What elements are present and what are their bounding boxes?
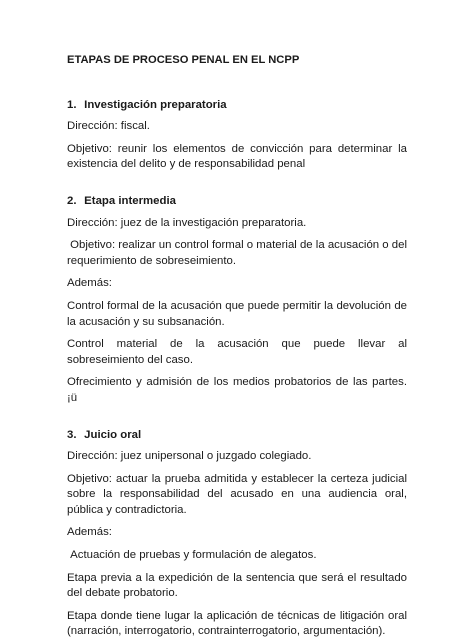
section-2-paragraph: Dirección: juez de la investigación preparatoria. (67, 216, 407, 232)
section-2-paragraph: Control material de la acusación que puede llevar al sobreseimiento del caso. (67, 337, 407, 368)
section-2-paragraph: Además: (67, 276, 407, 292)
section-3-paragraph: Etapa donde tiene lugar la aplicación de técnicas de litigación oral (narración, interrogatorio, contrainterrogatorio, argumentación). (67, 609, 407, 640)
section-1-number: 1. (67, 98, 81, 114)
section-2 (67, 194, 407, 407)
section-3-number: 3. (67, 428, 81, 444)
section-2-paragraph: Control formal de la acusación que puede permitir la devolución de la acusación y su subsanación. (67, 299, 407, 330)
section-3-paragraph: Actuación de pruebas y formulación de alegatos. (67, 548, 407, 564)
section-1 (67, 98, 407, 173)
section-1-heading (67, 98, 407, 114)
section-3-heading-text: Juicio oral (84, 429, 141, 441)
section-2-number: 2. (67, 194, 81, 210)
section-3-paragraph: Etapa previa a la expedición de la sentencia que será el resultado del debate probatorio. (67, 571, 407, 602)
section-1-heading-text: Investigación preparatoria (84, 99, 226, 111)
section-3-paragraph: Dirección: juez unipersonal o juzgado colegiado. (67, 449, 407, 465)
section-3 (67, 428, 407, 640)
section-2-heading (67, 194, 407, 210)
section-2-paragraph: Objetivo: realizar un control formal o material de la acusación o del requerimiento de sobreseimiento. (67, 238, 407, 269)
section-3-paragraph: Objetivo: actuar la prueba admitida y establecer la certeza judicial sobre la responsabilidad del acusado en una audiencia oral, pública y contradictoria. (67, 472, 407, 519)
section-1-paragraph: Dirección: fiscal. (67, 119, 407, 135)
section-2-heading-text: Etapa intermedia (84, 195, 176, 207)
section-3-heading (67, 428, 407, 444)
section-1-paragraph: Objetivo: reunir los elementos de convicción para determinar la existencia del delito y de responsabilidad penal (67, 142, 407, 173)
document-title: ETAPAS DE PROCESO PENAL EN EL NCPP (67, 53, 407, 69)
section-3-paragraph: Además: (67, 525, 407, 541)
section-2-paragraph: Ofrecimiento y admisión de los medios probatorios de las partes. ¡ü (67, 375, 407, 406)
